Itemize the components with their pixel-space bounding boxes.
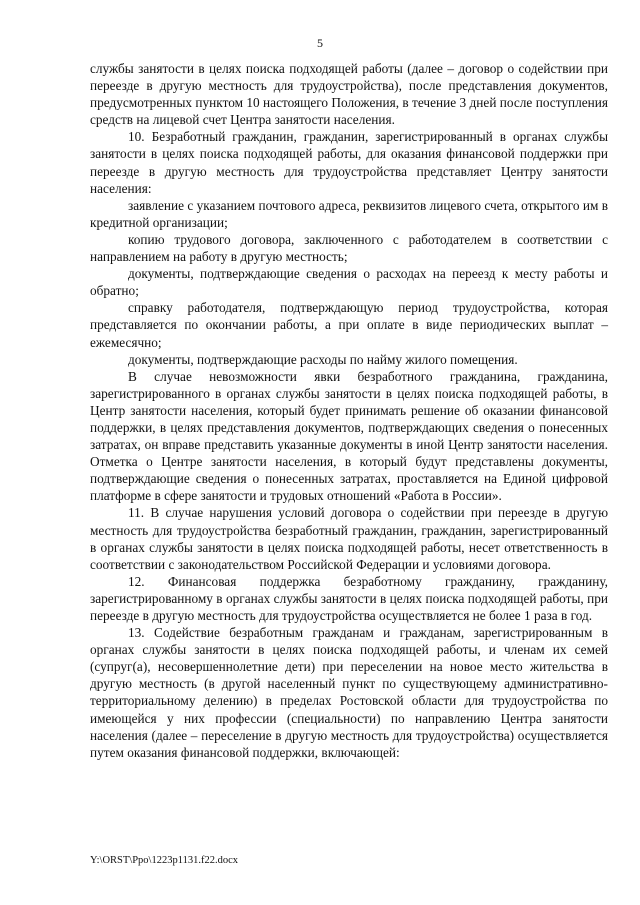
paragraph-item-13: 13. Содействие безработным гражданам и гражданам, зарегистрированным в органах службы занятости в целях поиска подходящей работы, и членам их семей (супруг(а), несовершеннолетние дети) при переселении на новое место жительства в другую местность (в другой населенный пункт по существующему административно-территориальному делению) в пределах Ростовской области для трудоустройства по имеющейся у них профессии (специальности) по направлению Центра занятости населения (далее – переселение в другую местность для трудоустройства) осуществляется путем оказания финансовой поддержки, включающей:	[90, 625, 608, 760]
paragraph-list-application: заявление с указанием почтового адреса, реквизитов лицевого счета, открытого им в кредитной организации;	[90, 197, 608, 230]
paragraph-item-11: 11. В случае нарушения условий договора о содействии при переезде в другую местность для трудоустройства безработный гражданин, гражданин, зарегистрированный в органах службы занятости в целях поиска подходящей работы, несет ответственность в соответствии с законодательством Российской Федерации и условиями договора.	[90, 505, 608, 572]
paragraph-item-12: 12. Финансовая поддержка безработному гражданину, гражданину, зарегистрированному в органах службы занятости в целях поиска подходящей работы, при переезде в другую местность для трудоустройства осуществляется не более 1 раза в год.	[90, 573, 608, 623]
paragraph-item-10: 10. Безработный гражданин, гражданин, зарегистрированный в органах службы занятости в целях поиска подходящей работы, для оказания финансовой поддержки при переезде в другую местность для трудоустройства представляет Центру занятости населения:	[90, 129, 608, 196]
paragraph-list-employer-certificate: справку работодателя, подтверждающую период трудоустройства, которая представляется по окончании работы, а при оплате в виде периодических выплат – ежемесячно;	[90, 300, 608, 350]
paragraph-continuation: службы занятости в целях поиска подходящей работы (далее – договор о содействии при переезде в другую местность для трудоустройства), после представления документов, предусмотренных пунктом 10 настоящего Положения, в течение 3 дней после поступления средств на лицевой счет Центра занятости населения.	[90, 61, 608, 128]
paragraph-alternate-center: В случае невозможности явки безработного гражданина, гражданина, зарегистрированного в органах службы занятости в целях поиска подходящей работы, в Центр занятости населения, который будет принимать решение об оказании финансовой поддержки, в целях представления документов, подтверждающих сведения о понесенных затратах, он вправе представить указанные документы в иной Центр занятости населения. Отметка о Центре занятости населения, в который будут представлены документы, подтверждающие сведения о понесенных затратах, проставляется на Единой цифровой платформе в сфере занятости и трудовых отношений «Работа в России».	[90, 368, 608, 504]
paragraph-list-housing-documents: документы, подтверждающие расходы по найму жилого помещения.	[128, 351, 518, 367]
paragraph-list-travel-documents: документы, подтверждающие сведения о расходах на переезд к месту работы и обратно;	[90, 266, 608, 299]
file-path-footer: Y:\ORST\Ppo\1223p1131.f22.docx	[90, 855, 238, 866]
paragraph-list-contract-copy: копию трудового договора, заключенного с работодателем в соответствии с направлением на работу в другую местность;	[90, 231, 608, 265]
page-number: 5	[317, 36, 323, 50]
document-body	[90, 60, 608, 761]
